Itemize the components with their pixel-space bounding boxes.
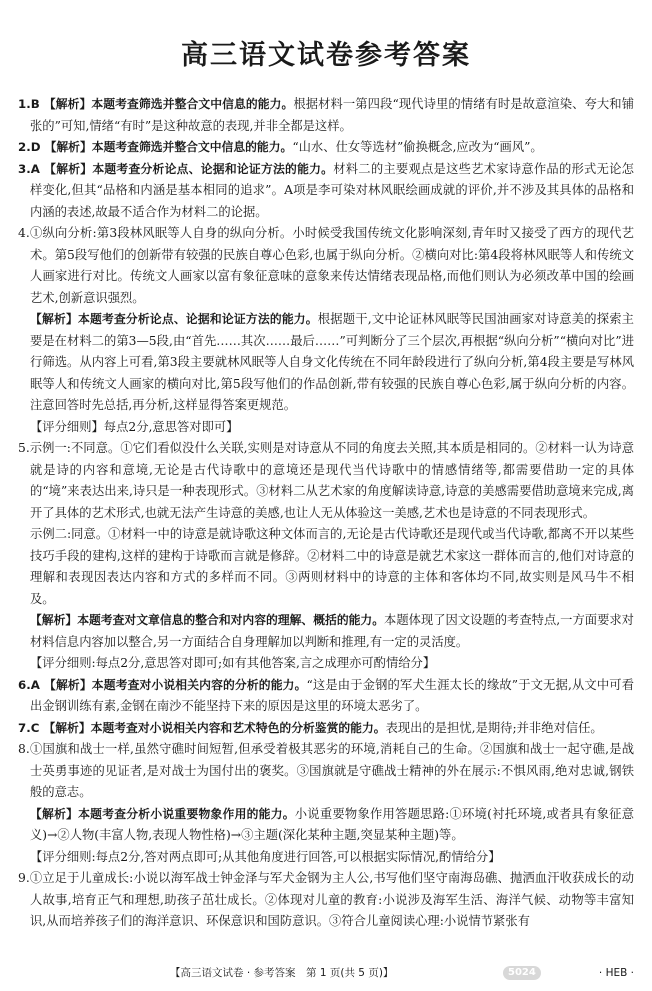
footer-code-badge: 5024 bbox=[503, 966, 541, 980]
answer-5-scoring-body: 【评分细则:每点2分,意思答对即可;如有其他答案,言之成理亦可酌情给分】 bbox=[30, 656, 436, 670]
page-title: 高三语文试卷参考答案 bbox=[181, 40, 471, 71]
answer-content bbox=[18, 94, 634, 933]
answer-5-body: 5.示例一:不同意。①它们看似没什么关联,实则是对诗意从不同的角度去关照,其本质是相同的。②材料一认为诗意就是诗的内容和意境,无论是古代诗歌中的意境还是现代当代诗歌中的情感情绪等,都需要借助一定的具体的“境”来表达出来,诗只是一种表现形式。③材料二从艺术家的角度解读诗意,诗意的美感需要借助意境来完成,离开了具体的艺术形式,也就无法产生诗意的美感,也让人无从体验这一美感,艺术也是诗意的不同表现形式。 bbox=[18, 441, 634, 520]
answer-6-body: “这是由于金钢的军犬生涯太长的缘故”于文无据,从文中可看出金钢训练有素,金钢在南沙不能坚持下来的原因是这里的环境太恶劣了。 bbox=[30, 677, 634, 713]
answer-5-example-2-body: 示例二:同意。①材料一中的诗意是就诗歌这种文体而言的,无论是古代诗歌还是现代或当代诗歌,都离不开以某些技巧手段的建构,这样的建构于诗歌而言就是修辞。②材料二中的诗意是就艺术家这一群体而言的,他们对诗意的理解和表现因表达内容和方式的多样而不同。③两则材料中的诗意的主体和客体均不同,故实则是风马牛不相及。 bbox=[30, 527, 634, 606]
answer-5-scoring bbox=[18, 653, 634, 675]
answer-5 bbox=[18, 438, 634, 524]
answer-8-analysis bbox=[18, 804, 634, 847]
answer-8-analysis-body: 小说重要物象作用答题思路:①环境(衬托环境,或者具有象征意义)→②人物(丰富人物,表现人物性格)→③主题(深化某种主题,突显某种主题)等。 bbox=[30, 806, 634, 842]
answer-4-body: 4.①纵向分析:第3段林风眠等人自身的纵向分析。小时候受我国传统文化影响深刻,青年时又接受了西方的现代艺术。第5段写他们的创新带有较强的民族自尊心色彩,也属于纵向分析。②横向对比:第4段将林风眠等人和传统文人画家进行对比。传统文人画家以富有象征意味的意象来传达情绪表现品格,而他们则认为必须改革中国的绘画艺术,创新意识强烈。 bbox=[18, 226, 634, 305]
answer-8-analysis-lead: 【解析】本题考查分析小说重要物象作用的能力。 bbox=[30, 806, 295, 821]
answer-8-scoring-body: 【评分细则:每点2分,答对两点即可;从其他角度进行回答,可以根据实际情况,酌情给分】 bbox=[30, 849, 501, 864]
answer-4 bbox=[18, 223, 634, 309]
answer-6-lead: 6.A 【解析】本题考查对小说相关内容的分析的能力。 bbox=[18, 677, 307, 692]
footer-page-info: 【高三语文试卷 · 参考答案 第 1 页(共 5 页)】 bbox=[170, 967, 394, 979]
answer-8-scoring bbox=[18, 847, 634, 869]
answer-7 bbox=[18, 718, 634, 740]
answer-7-body: 表现出的是担忧,是期待;并非绝对信任。 bbox=[385, 720, 603, 735]
answer-2-body: “山水、仕女等选材”偷换概念,应改为“画风”。 bbox=[292, 140, 543, 154]
answer-1 bbox=[18, 94, 634, 137]
answer-8-body: 8.①国旗和战士一样,虽然守礁时间短暂,但承受着极其恶劣的环境,消耗自己的生命。②国旗和战士一起守礁,是战士英勇事迹的见证者,是对战士为国付出的褒奖。③国旗就是守礁战士精神的外在展示:不惧风雨,绝对忠诚,钢铁般的意志。 bbox=[18, 742, 634, 799]
page-footer bbox=[0, 964, 652, 982]
answer-5-analysis-body: 本题体现了因文设题的考查特点,一方面要求对材料信息内容加以整合,另一方面结合自身理解加以判断和推理,有一定的灵活度。 bbox=[30, 613, 634, 649]
answer-3 bbox=[18, 159, 634, 224]
answer-2-lead: 2.D 【解析】本题考查筛选并整合文中信息的能力。 bbox=[18, 140, 293, 154]
answer-4-analysis bbox=[18, 309, 634, 417]
answer-5-analysis bbox=[18, 610, 634, 653]
answer-4-scoring-body: 【评分细则】每点2分,意思答对即可】 bbox=[30, 419, 239, 434]
answer-4-scoring bbox=[18, 417, 634, 439]
answer-8 bbox=[18, 739, 634, 804]
answer-3-lead: 3.A 【解析】本题考查分析论点、论据和论证方法的能力。 bbox=[18, 161, 334, 176]
answer-7-lead: 7.C 【解析】本题考查对小说相关内容和艺术特色的分析鉴赏的能力。 bbox=[18, 720, 386, 735]
answer-5-analysis-lead: 【解析】本题考查对文章信息的整合和对内容的理解、概括的能力。 bbox=[30, 613, 385, 627]
answer-4-analysis-lead: 【解析】本题考查分析论点、论据和论证方法的能力。 bbox=[30, 312, 318, 326]
footer-region-code: · HEB · bbox=[598, 967, 634, 979]
answer-4-analysis-body: 根据题干,文中论证林风眠等民国油画家对诗意美的探索主要是在材料二的第3—5段,由“首先……其次……最后……”可判断分了三个层次,再根据“纵向分析”“横向对比”进行筛选。从内容上可看,第3段主要就林风眠等人自身文化传统在不同年龄段进行了纵向分析,第4段主要是写林风眠等人和传统文人画家的横向对比,第5段写他们的作品创新,带有较强的民族自尊心色彩,属于纵向分析的内容。注意回答时先总括,再分析,这样显得答案更规范。 bbox=[30, 312, 634, 412]
answer-6 bbox=[18, 675, 634, 718]
answer-9 bbox=[18, 868, 634, 933]
answer-9-body: 9.①立足于儿童成长:小说以海军战士钟金泽与军犬金钢为主人公,书写他们坚守南海岛礁、抛洒血汗收获成长的动人故事,培育正气和理想,助孩子茁壮成长。②体现对儿童的教育:小说涉及海军生活、海洋气候、动物等丰富知识,从而培养孩子们的海洋意识、环保意识和国防意识。③符合儿童阅读心理:小说情节紧张有 bbox=[18, 871, 634, 928]
answer-3-body: 材料二的主要观点是这些艺术家诗意作品的形式无论怎样变化,但其“品格和内涵是基本相同的追求”。A项是李可染对林风眠绘画成就的评价,并不涉及其具体的品格和内涵的表述,故最不适合作为材料二的论据。 bbox=[30, 161, 634, 219]
answer-2 bbox=[18, 137, 634, 159]
answer-1-body: 根据材料一第四段“现代诗里的情绪有时是故意渲染、夸大和铺张的”可知,情绪“有时”是这种故意的表现,并非全都是这样。 bbox=[30, 97, 634, 133]
answer-5-example-2 bbox=[18, 524, 634, 610]
answer-1-lead: 1.B 【解析】本题考查筛选并整合文中信息的能力。 bbox=[18, 97, 294, 111]
